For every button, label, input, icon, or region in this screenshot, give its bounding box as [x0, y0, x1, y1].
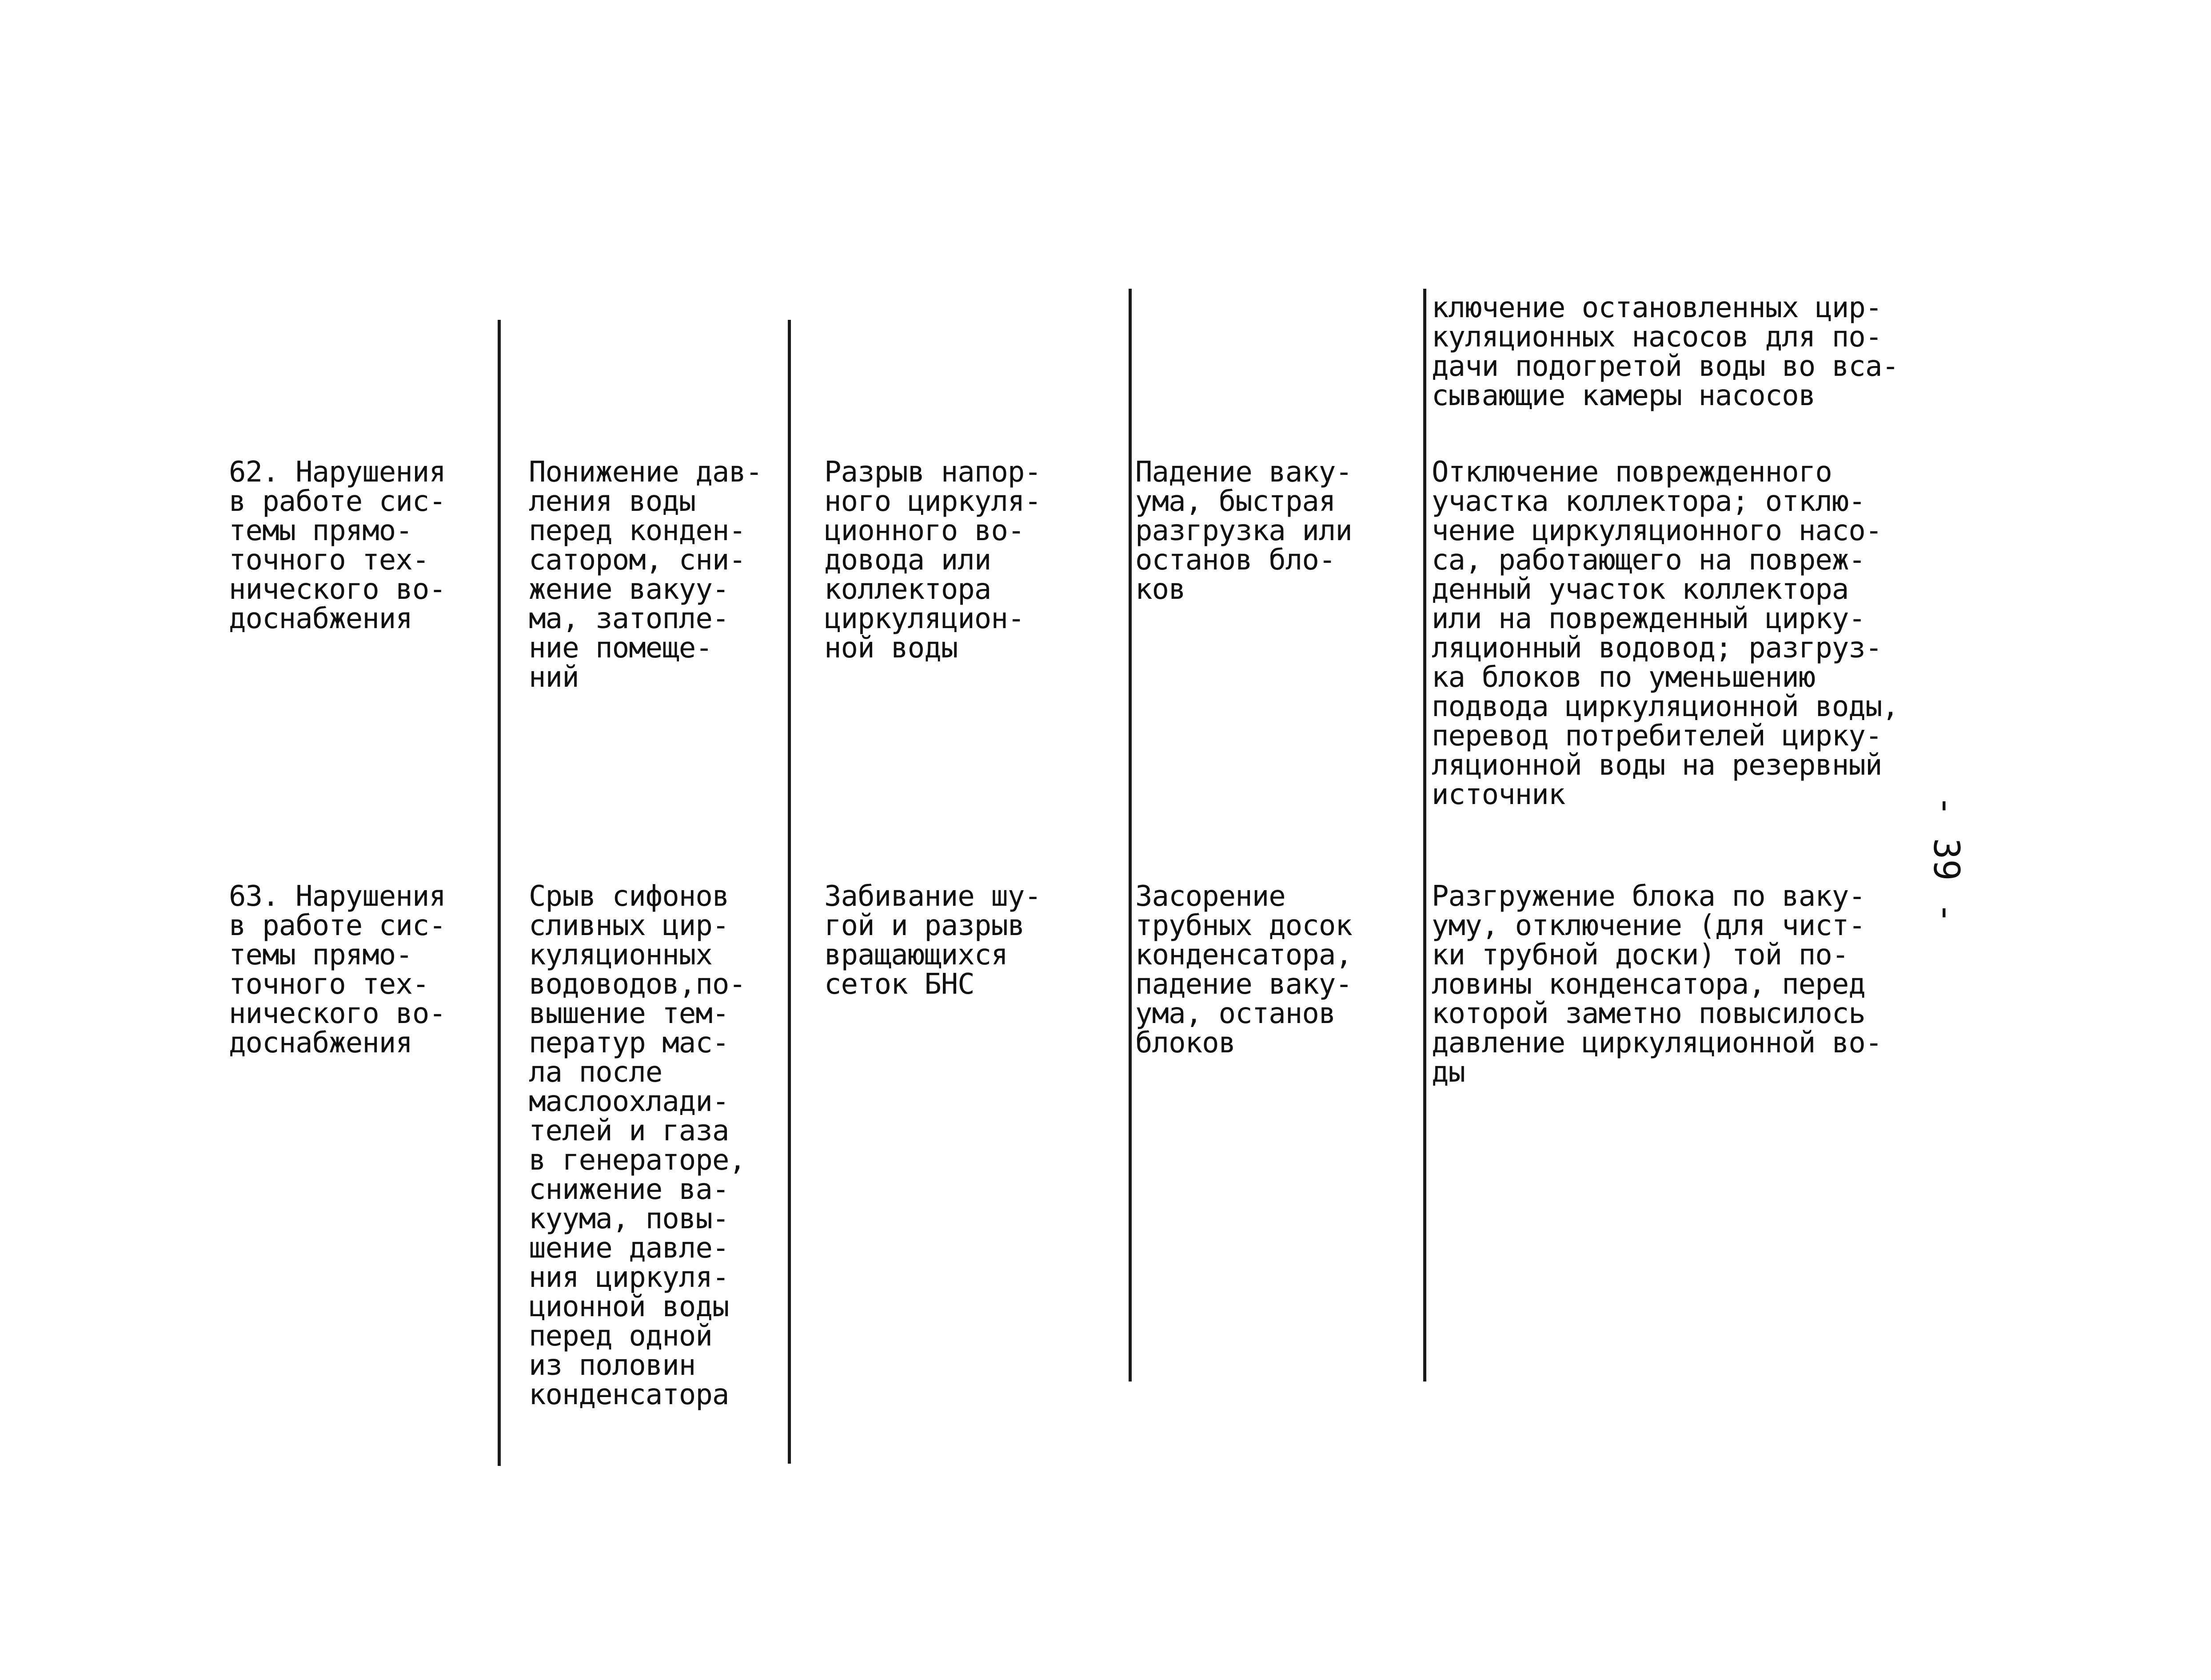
row-62-consequence: Падение ваку- ума, быстрая разгрузка или останов бло- ков: [1135, 456, 1352, 606]
column-divider-1: [498, 320, 501, 1466]
page-number: - 39 -: [1926, 795, 1967, 924]
row-62-actions: Отключение поврежденного участка коллектора; отклю- чение циркуляционного насо- са, работающего на повреж- денный участок коллектора или на поврежденный цирку- ляционный водовод; разгруз- ка блоков по уменьшению подвода циркуляционной воды, перевод потребителей цирку- ляционной воды на резервный источник: [1432, 456, 1899, 811]
row-62-sign: Понижение дав- ления воды перед конден- сатором, сни- жение вакуу- ма, затопле- ние помеще- ний: [529, 456, 762, 694]
column-divider-2: [788, 320, 791, 1464]
continuation-text: ключение остановленных цир- куляционных насосов для по- дачи подогретой воды во вса- сывающие камеры насосов: [1432, 291, 1899, 412]
column-divider-4: [1423, 289, 1426, 1381]
column-divider-3: [1129, 289, 1132, 1381]
row-63-sign: Срыв сифонов сливных цир- куляционных водоводов,по- вышение тем- ператур мас- ла после маслоохлади- телей и газа в генераторе, снижение ва- куума, повы- шение давле- ния циркуля- ционной воды перед одной из половин конденсатора: [529, 880, 746, 1411]
row-63-actions: Разгружение блока по ваку- уму, отключение (для чист- ки трубной доски) той по- ловины конденсатора, перед которой заметно повысилось давление циркуляционной во- ды: [1432, 880, 1882, 1089]
row-62-item: 62. Нарушения в работе сис- темы прямо- точного тех- нического во- доснабжения: [229, 456, 446, 635]
row-63-cause: Забивание шу- гой и разрыв вращающихся сеток БНС: [824, 880, 1041, 1001]
row-62-cause: Разрыв напор- ного циркуля- ционного во- довода или коллектора циркуляцион- ной воды: [824, 456, 1041, 665]
row-63-consequence: Засорение трубных досок конденсатора, падение ваку- ума, останов блоков: [1135, 880, 1352, 1059]
row-63-item: 63. Нарушения в работе сис- темы прямо- точного тех- нического во- доснабжения: [229, 880, 446, 1059]
